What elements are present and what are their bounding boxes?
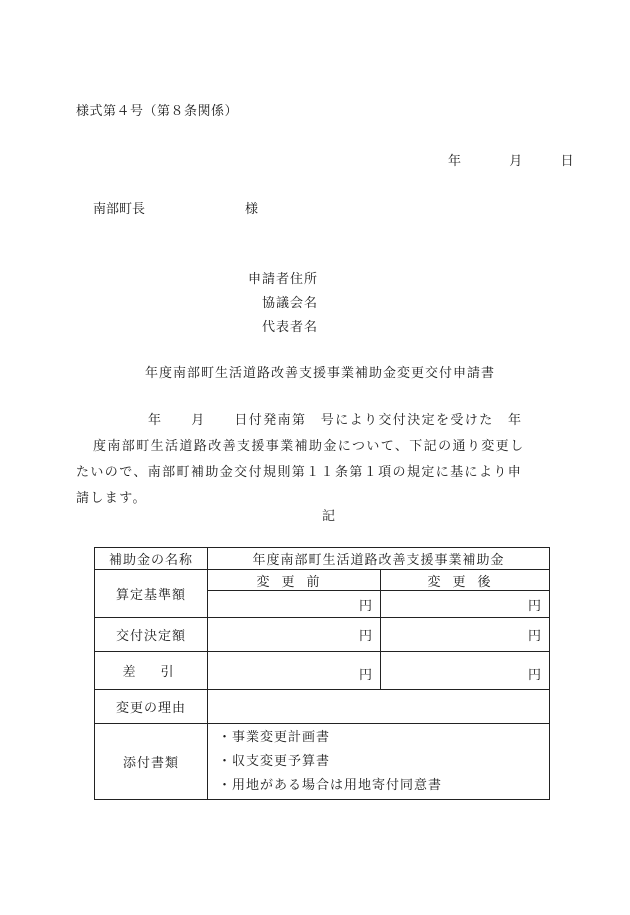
column-header-after: 変更後 bbox=[381, 570, 550, 591]
decided-amount-after-unit: 円 bbox=[381, 618, 550, 652]
difference-before-unit: 円 bbox=[208, 652, 381, 690]
date-month: 月 bbox=[509, 154, 523, 169]
body-line-4: 請します。 bbox=[76, 491, 147, 506]
row-label-decided-amount: 交付決定額 bbox=[95, 618, 208, 652]
difference-after-unit: 円 bbox=[381, 652, 550, 690]
council-name-label: 協議会名 bbox=[262, 296, 319, 311]
applicant-address-label: 申請者住所 bbox=[248, 272, 319, 287]
addressee bbox=[93, 198, 259, 217]
date-day: 日 bbox=[560, 154, 574, 169]
reason-value-cell bbox=[208, 690, 550, 724]
calc-base-after-unit: 円 bbox=[381, 591, 550, 618]
column-header-before: 変更前 bbox=[208, 570, 381, 591]
body-line-3: たいので、南部町補助金交付規則第１１条第１項の規定に基により申 bbox=[76, 465, 523, 480]
form-number: 様式第４号（第８条関係） bbox=[76, 104, 239, 119]
calc-base-before-unit: 円 bbox=[208, 591, 381, 618]
attachment-item: ・収支変更予算書 bbox=[218, 753, 331, 769]
body-paragraph bbox=[76, 408, 553, 512]
addressee-honorific: 様 bbox=[245, 202, 259, 217]
row-label-difference: 差 引 bbox=[95, 652, 208, 690]
representative-label: 代表者名 bbox=[262, 320, 319, 335]
row-label-calc-base: 算定基準額 bbox=[95, 570, 208, 618]
change-table bbox=[94, 547, 550, 800]
applicant-block bbox=[248, 268, 318, 340]
date-line bbox=[448, 150, 574, 169]
addressee-name: 南部町長 bbox=[93, 202, 146, 217]
row-label-attachments: 添付書類 bbox=[95, 724, 208, 800]
date-year: 年 bbox=[448, 154, 462, 169]
ki-marker: 記 bbox=[322, 509, 336, 524]
subsidy-name-label: 補助金の名称 bbox=[95, 548, 208, 570]
document-title: 年度南部町生活道路改善支援事業補助金変更交付申請書 bbox=[145, 366, 496, 381]
attachments-list bbox=[208, 724, 550, 800]
decided-amount-before-unit: 円 bbox=[208, 618, 381, 652]
body-line-1: 年 月 日付発南第 号により交付決定を受けた 年 bbox=[148, 413, 523, 428]
attachment-item: ・用地がある場合は用地寄付同意書 bbox=[218, 777, 443, 793]
subsidy-name-value: 年度南部町生活道路改善支援事業補助金 bbox=[208, 548, 550, 570]
attachment-item: ・事業変更計画書 bbox=[218, 729, 331, 745]
row-label-reason: 変更の理由 bbox=[95, 690, 208, 724]
body-line-2: 度南部町生活道路改善支援事業補助金について、下記の通り変更し bbox=[93, 439, 525, 454]
